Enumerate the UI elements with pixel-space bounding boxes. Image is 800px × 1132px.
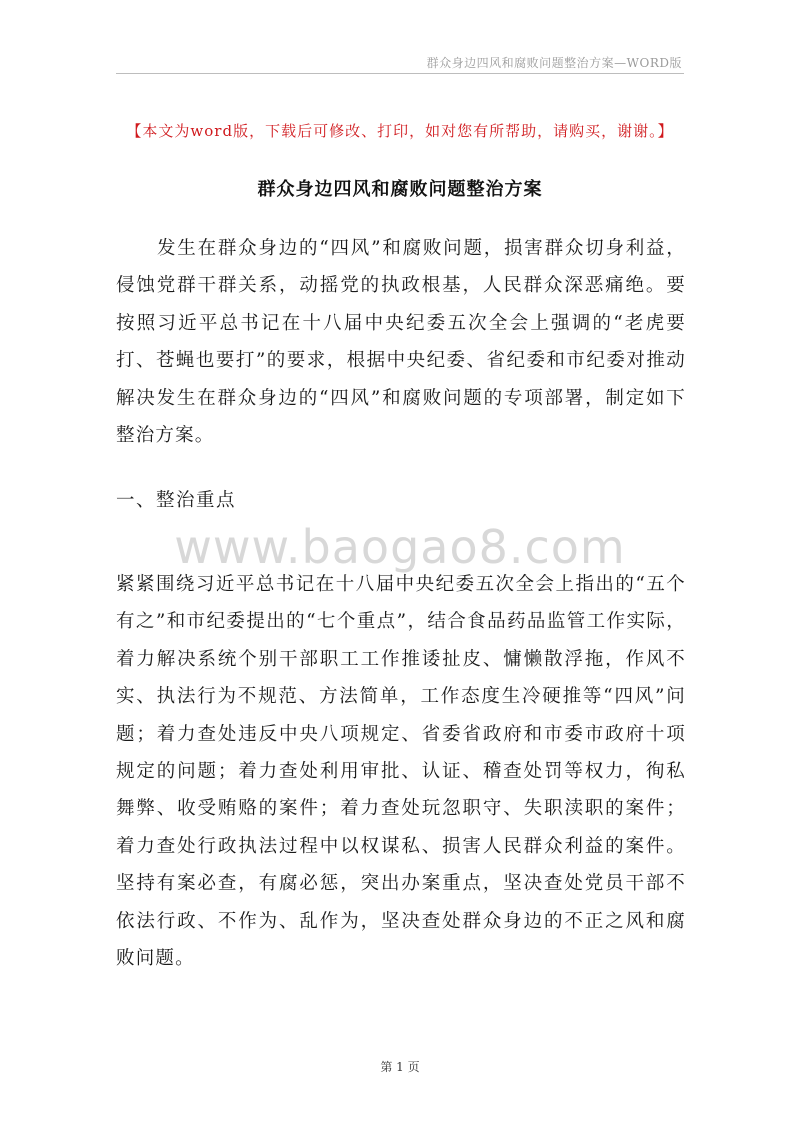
page-number: 第 1 页 [380, 1060, 420, 1074]
document-title: 群众身边四风和腐败问题整治方案 [257, 179, 543, 200]
download-notice: 【本文为word版，下载后可修改、打印，如对您有所帮助，请购买，谢谢。】 [126, 122, 674, 140]
running-header: 群众身边四风和腐败问题整治方案—WORD版 [426, 56, 682, 70]
section-1-paragraph: 紧紧围绕习近平总书记在十八届中央纪委五次全会上指出的“五个有之”和市纪委提出的“七个重点”，结合食品药品监管工作实际，着力解决系统个别干部职工工作推诿扯皮、慵懒散浮拖，作风不实、执法行为不规范、方法简单，工作态度生冷硬推等“四风”问题；着力查处违反中央八项规定、省委省政府和市委市政府十项规定的问题；着力查处利用审批、认证、稽查处罚等权力，徇私舞弊、收受贿赂的案件；着力查处玩忽职守、失职渎职的案件；着力查处行政执法过程中以权谋私、损害人民群众利益的案件。坚持有案必查，有腐必惩，突出办案重点，坚决查处党员干部不依法行政、不作为、乱作为，坚决查处群众身边的不正之风和腐败问题。 [116, 574, 686, 970]
section-heading-1: 一、整治重点 [116, 490, 237, 511]
header-divider [116, 73, 684, 74]
watermark-text: www.baogao8.com [174, 520, 626, 574]
intro-paragraph: 发生在群众身边的“四风”和腐败问题，损害群众切身利益，侵蚀党群干群关系，动摇党的执政根基，人民群众深恶痛绝。要按照习近平总书记在十八届中央纪委五次全会上强调的“老虎要打、苍蝇也要打”的要求，根据中央纪委、省纪委和市纪委对推动解决发生在群众身边的“四风”和腐败问题的专项部署，制定如下整治方案。 [116, 238, 686, 447]
